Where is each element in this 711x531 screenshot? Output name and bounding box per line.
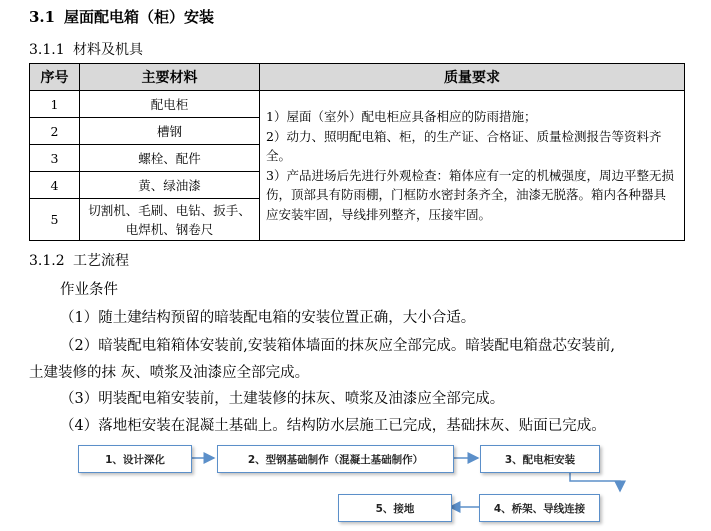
row-number: 5 <box>30 199 80 241</box>
material-line: 切割机、毛刷、电钻、扳手、 <box>88 202 251 218</box>
flow-step-3: 3、配电柜安装 <box>480 445 600 473</box>
material-cell: 黄、绿油漆 <box>80 172 260 199</box>
flow-step-5: 5、接地 <box>338 494 452 522</box>
column-header: 主要材料 <box>80 64 260 91</box>
flow-step-1: 1、设计深化 <box>78 445 192 473</box>
subsection-title: 工艺流程 <box>73 253 129 269</box>
material-line: 电焊机、钢卷尺 <box>125 221 214 237</box>
row-number: 2 <box>30 118 80 145</box>
row-number: 4 <box>30 172 80 199</box>
section-number: 3.1 <box>29 8 56 26</box>
arrow-step3-to-step4 <box>570 471 620 491</box>
flow-step-4: 4、桥架、导线连接 <box>479 494 600 522</box>
column-header: 质量要求 <box>260 64 685 91</box>
condition-item-continued: 土建装修的抹 灰、喷浆及油漆应全部完成。 <box>29 365 310 381</box>
row-number: 3 <box>30 145 80 172</box>
condition-item: （3）明装配电箱安装前，土建装修的抹灰、喷浆及油漆应全部完成。 <box>60 391 505 407</box>
subsection-number: 3.1.2 <box>29 253 65 269</box>
quality-item: 2）动力、照明配电箱、柜，的生产证、合格证、质量检测报告等资料齐全。 <box>266 128 662 163</box>
quality-item: 1）屋面（室外）配电柜应具备相应的防雨措施； <box>266 109 537 124</box>
section-title: 屋面配电箱（柜）安装 <box>64 8 215 26</box>
material-cell: 配电柜 <box>80 91 260 118</box>
column-header: 序号 <box>30 64 80 91</box>
subsection-number: 3.1.1 <box>29 42 65 58</box>
material-cell: 槽钢 <box>80 118 260 145</box>
flow-step-2: 2、型钢基础制作（混凝土基础制作） <box>217 445 454 473</box>
condition-item: （4）落地柜安装在混凝土基础上。结构防水层施工已完成，基础抹灰、贴面已完成。 <box>60 418 606 434</box>
material-cell: 螺栓、配件 <box>80 145 260 172</box>
quality-item: 3）产品进场后先进行外观检查：箱体应有一定的机械强度，周边平整无损伤，顶部具有防雨棚，门框防水密封条齐全，油漆无脱落。箱内各种器具应安装牢固，导线排列整齐，压接牢固。 <box>266 167 674 222</box>
subsection-title: 材料及机具 <box>73 42 143 58</box>
conditions-title: 作业条件 <box>60 282 118 298</box>
condition-item: （1）随土建结构预留的暗装配电箱的安装位置正确，大小合适。 <box>60 310 476 326</box>
condition-item: （2）暗装配电箱箱体安装前,安装箱体墙面的抹灰应全部完成。暗装配电箱盘芯安装前, <box>60 338 615 354</box>
row-number: 1 <box>30 91 80 118</box>
